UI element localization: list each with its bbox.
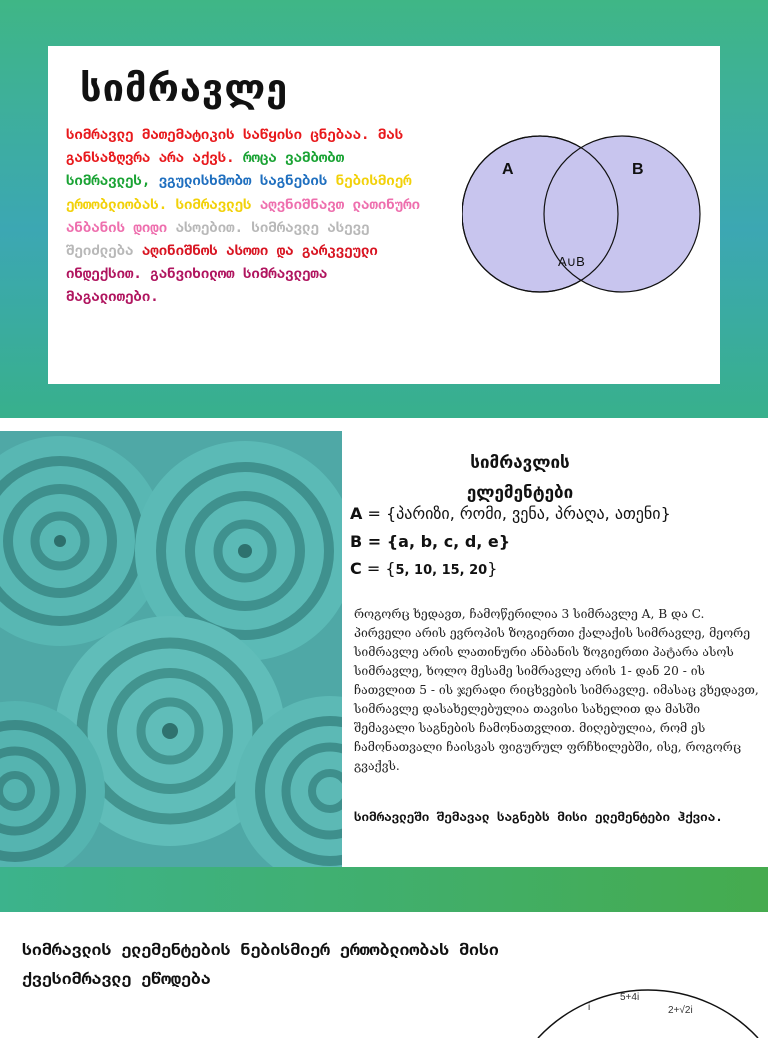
intro-segment: როცა ვამბობთ სიმრავლეს, [66,150,345,190]
set-members: 5, 10, 15, 20 [395,563,488,578]
elements-definition: სიმრავლეში შემავალ საგნებს მისი ელემენტები ჰქვია. [354,809,723,824]
subset-label-2: i [588,1002,591,1013]
subset-diagram [528,978,768,1038]
venn-label-union: A∪B [558,254,585,269]
elements-subtitle: სიმრავლის ელემენტები [466,453,574,503]
intro-segment: ინდექსით. განვიხილოთ სიმრავლეთა მაგალითები. [66,266,328,306]
slide-3-header-band [0,867,768,912]
towels-photo [0,431,342,867]
venn-diagram [462,130,702,310]
subset-label-1: 5+4i [620,992,640,1003]
set-line-a: A = {პარიზი, რომი, ვენა, პრაღა, ათენი} [350,504,671,523]
intro-segment: სიმრავლე მათემატიკის საწყისი ცნებაა. მას განსაზღვრა არა აქვს. [66,127,404,167]
intro-segment: ასოებით. სიმრავლე ასევე შეიძლება [66,219,370,260]
intro-segment: აღვნიშნავთ ლათინური ანბანის დიდი [66,196,421,236]
subset-label-3: 2+√2i [668,1005,693,1016]
intro-segment: ნებისმიერ ერთობლიობას. სიმრავლეს [66,173,412,213]
subset-definition-title: სიმრავლის ელემენტების ნებისმიერ ერთობლიობას მისი ქვესიმრავლე ეწოდება [22,940,499,988]
set-line-b: B = {a, b, c, d, e} [350,532,511,551]
set-name: A [350,504,363,523]
set-members: a, b, c, d, e [398,532,499,551]
set-line-c: C = {5, 10, 15, 20} [350,559,498,578]
set-name: B [350,532,363,551]
intro-paragraph [66,124,426,310]
elements-description: როგორც ხედავთ, ჩამოწერილია 3 სიმრავლე A, B და C. პირველი არის ევროპის ზოგიერთი ქალაქის სიმრავლე, მეორე სიმრავლე არის ლათინური ანბანის ზოგიერთი პატარა ასოს სიმრავლე, ხოლო მესამე სიმრავლე არის 1- დან 20 - ის ჩათვლით 5 - ის ჯერადი რიცხვების სიმრავლე. იმასაც ვხედავთ, სიმრავლე დასახელებულია თავისი სახელით და მასში შემავალი საგნების ჩამონათვლით. მიღებულია, რომ ეს ჩამონათვალი ჩაისვას ფიგურულ ფრჩხილებში, ისე, როგორც გვაქვს. [354,607,759,773]
set-members: პარიზი, რომი, ვენა, პრაღა, ათენი [396,504,661,523]
slide-1-title: სიმრავლე [80,66,289,110]
intro-segment: აღინიშნოს ასოთი და გარკვეული [141,243,378,260]
intro-segment: ვგულისხმობთ საგნების [158,173,336,190]
venn-label-b: B [632,161,644,178]
set-name: C [350,559,362,578]
venn-label-a: A [502,161,514,178]
